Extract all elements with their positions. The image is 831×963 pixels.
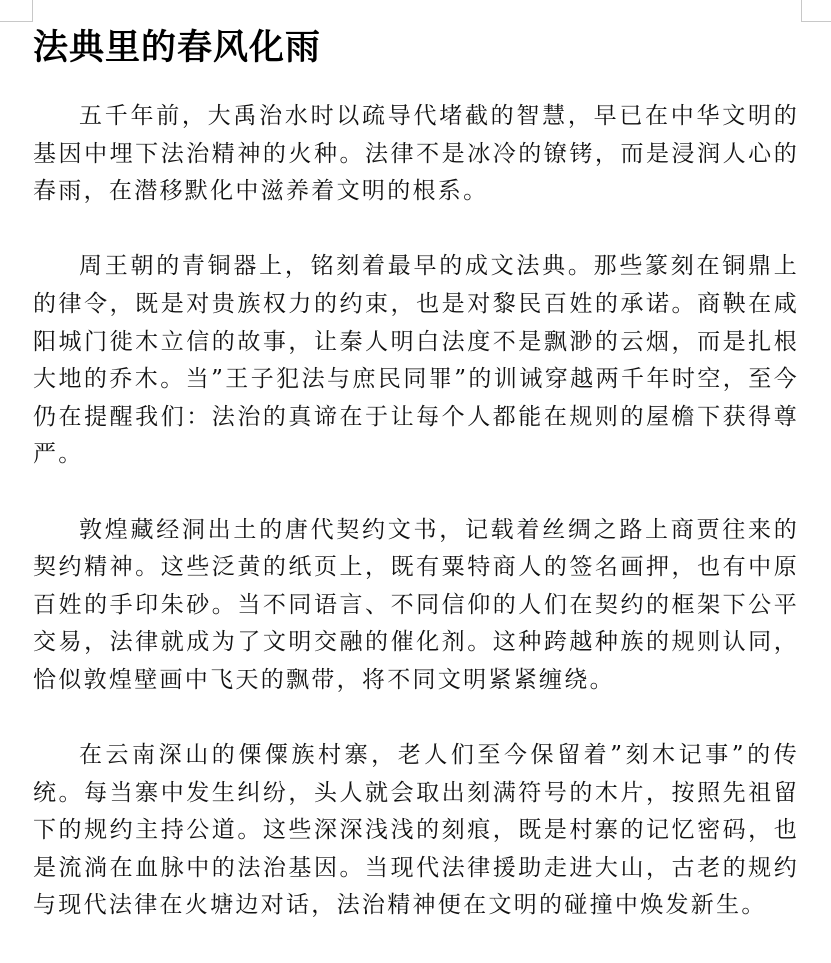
document-title: 法典里的春风化雨 (33, 28, 322, 68)
paragraph-2: 周王朝的青铜器上，铭刻着最早的成文法典。那些篆刻在铜鼎上的律令，既是对贵族权力的约束，也是对黎民百姓的承诺。商鞅在咸阳城门徙木立信的故事，让秦人明白法度不是飘渺的云烟，而是扎根大地的乔木。当”王子犯法与庶民同罪”的训诫穿越两千年时空，至今仍在提醒我们：法治的真谛在于让每个人都能在规则的屋檐下获得尊严。 (33, 253, 799, 468)
paragraph-3: 敦煌藏经洞出土的唐代契约文书，记载着丝绸之路上商贾往来的契约精神。这些泛黄的纸页上，既有粟特商人的签名画押，也有中原百姓的手印朱砂。当不同语言、不同信仰的人们在契约的框架下公平交易，法律就成为了文明交融的催化剂。这种跨越种族的规则认同，恰似敦煌壁画中飞天的飘带，将不同文明紧紧缠绕。 (33, 516, 799, 693)
paragraph-1: 五千年前，大禹治水时以疏导代堵截的智慧，早已在中华文明的基因中埋下法治精神的火种。法律不是冰冷的镣铐，而是浸润人心的春雨，在潜移默化中滋养着文明的根系。 (33, 103, 799, 205)
page-corner-mark-top-right (801, 0, 831, 22)
paragraph-4: 在云南深山的傈僳族村寨，老人们至今保留着”刻木记事”的传统。每当寨中发生纠纷，头人就会取出刻满符号的木片，按照先祖留下的规约主持公道。这些深深浅浅的刻痕，既是村寨的记忆密码，也是流淌在血脉中的法治基因。当现代法律援助走进大山，古老的规约与现代法律在火塘边对话，法治精神便在文明的碰撞中焕发新生。 (33, 742, 799, 919)
page-corner-mark-top-left (0, 0, 33, 22)
document-page (33, 24, 799, 963)
